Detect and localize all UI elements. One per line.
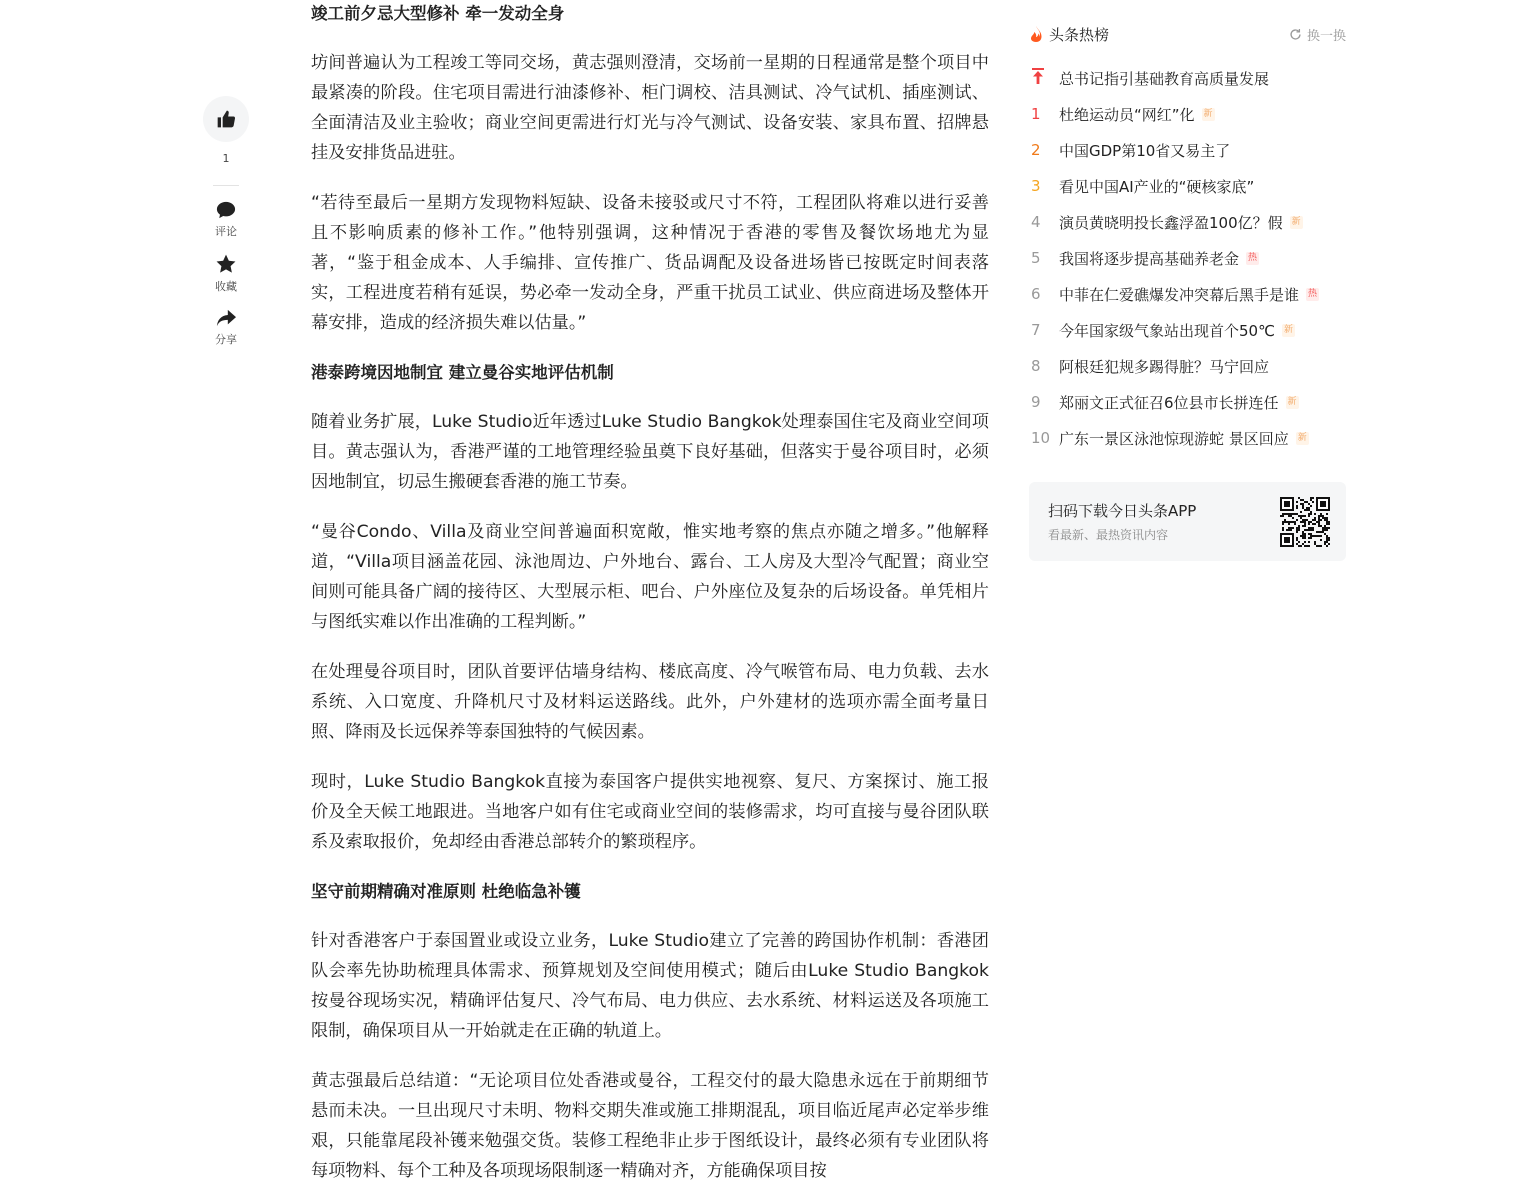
hot-list-item[interactable] <box>1029 384 1346 420</box>
hot-list-item[interactable] <box>1029 276 1346 312</box>
favorite-label: 收藏 <box>215 280 237 293</box>
hot-list-sidebar <box>1029 22 1346 561</box>
hot-list-rank: 5 <box>1031 249 1041 267</box>
hot-list-item[interactable] <box>1029 348 1346 384</box>
article-paragraph: 针对香港客户于泰国置业或设立业务，Luke Studio建立了完善的跨国协作机制：香港团队会率先协助梳理具体需求、预算规划及空间使用模式；随后由Luke Studio Bangkok按曼谷现场实况，精确评估复尺、冷气布局、电力供应、去水系统、材料运送及各项施工限制，确保项目从一开始就走在正确的轨道上。 <box>311 931 989 1041</box>
hot-list-rank: 6 <box>1031 285 1041 303</box>
article-paragraph: 黄志强最后总结道：“无论项目位处香港或曼谷，工程交付的最大隐患永远在于前期细节悬而未决。一旦出现尺寸未明、物料交期失准或施工排期混乱，项目临近尾声必定举步维艰，只能靠尾段补镬来勉强交货。装修工程绝非止步于图纸设计，最终必须有专业团队将每项物料、每个工种及各项现场限制逐一精确对齐，方能确保项目按 <box>311 1071 989 1181</box>
favorite-button[interactable] <box>203 253 249 294</box>
refresh-icon <box>1289 28 1302 41</box>
like-button[interactable] <box>203 96 249 142</box>
article-paragraph: 坊间普遍认为工程竣工等同交场，黄志强则澄清，交场前一星期的日程通常是整个项目中最紧凑的阶段。住宅项目需进行油漆修补、柜门调校、洁具测试、冷气试机、插座测试、全面清洁及业主验收；商业空间更需进行灯光与冷气测试、设备安装、家具布置、招牌悬挂及安排货品进驻。 <box>311 53 989 163</box>
hot-list-item[interactable] <box>1029 60 1346 96</box>
hot-list-rank: 7 <box>1031 321 1041 339</box>
hot-list-item[interactable] <box>1029 312 1346 348</box>
hot-list <box>1029 60 1346 456</box>
flame-icon <box>1029 26 1043 42</box>
hot-list-item-text: 今年国家级气象站出现首个50℃ <box>1059 321 1275 340</box>
hot-list-item-text: 演员黄晓明投长鑫浮盈100亿？假 <box>1059 213 1283 232</box>
refresh-label: 换一换 <box>1306 28 1346 44</box>
article-paragraph: “若待至最后一星期方发现物料短缺、设备未接驳或尺寸不符，工程团队将难以进行妥善且不影响质素的修补工作。”他特别强调，这种情况于香港的零售及餐饮场地尤为显著，“鉴于租金成本、人手编排、宣传推广、货品调配及设备进场皆已按既定时间表落实，工程进度若稍有延误，势必牵一发动全身，严重干扰员工试业、供应商进场及整体开幕安排，造成的经济损失难以估量。” <box>311 193 989 333</box>
app-download-subtitle: 看最新、最热资讯内容 <box>1048 528 1169 542</box>
app-download-card[interactable] <box>1029 482 1346 561</box>
share-icon <box>215 308 237 328</box>
hot-list-item[interactable] <box>1029 240 1346 276</box>
hot-list-rank: 4 <box>1031 213 1041 231</box>
status-badge: 热 <box>1308 288 1318 299</box>
hot-list-item-text: 杜绝运动员“网红”化 <box>1059 105 1195 124</box>
pin-top-icon <box>1029 68 1059 88</box>
hot-list-rank: 10 <box>1031 429 1051 447</box>
comment-label: 评论 <box>215 225 237 238</box>
like-count: 1 <box>222 152 230 165</box>
hot-list-rank: 2 <box>1031 141 1041 159</box>
hot-list-item[interactable] <box>1029 168 1346 204</box>
hot-list-item-text: 我国将逐步提高基础养老金 <box>1059 249 1240 268</box>
comment-button[interactable] <box>203 200 249 239</box>
hot-list-title <box>1029 24 1109 45</box>
hot-list-item[interactable] <box>1029 420 1346 456</box>
status-badge: 新 <box>1283 324 1293 335</box>
app-download-text <box>1048 500 1196 543</box>
thumbs-up-icon <box>216 109 236 129</box>
hot-list-item-text: 中菲在仁爱礁爆发冲突幕后黑手是谁 <box>1059 285 1300 304</box>
article-paragraph: “曼谷Condo、Villa及商业空间普遍面积宽敞，惟实地考察的焦点亦随之增多。”他解释道，“Villa项目涵盖花园、泳池周边、户外地台、露台、工人房及大型冷气配置；商业空间则可能具备广阔的接待区、大型展示柜、吧台、户外座位及复杂的后场设备。单凭相片与图纸实难以作出准确的工程判断。” <box>311 522 989 632</box>
star-icon <box>215 253 237 275</box>
section-heading: 竣工前夕忌大型修补 牵一发动全身 <box>311 4 565 23</box>
hot-list-rank: 9 <box>1031 393 1041 411</box>
article-paragraph: 现时，Luke Studio Bangkok直接为泰国客户提供实地视察、复尺、方案探讨、施工报价及全天候工地跟进。当地客户如有住宅或商业空间的装修需求，均可直接与曼谷团队联系及索取报价，免却经由香港总部转介的繁琐程序。 <box>311 772 989 852</box>
article-body <box>311 0 989 1186</box>
hot-list-item[interactable] <box>1029 132 1346 168</box>
hot-list-item-text: 阿根廷犯规多踢得脏？马宁回应 <box>1059 357 1270 376</box>
hot-list-title-text: 头条热榜 <box>1049 25 1110 44</box>
share-button[interactable] <box>203 308 249 347</box>
status-badge: 热 <box>1248 252 1258 263</box>
hot-list-item[interactable] <box>1029 96 1346 132</box>
hot-list-rank: 8 <box>1031 357 1041 375</box>
action-rail <box>203 96 249 361</box>
app-download-title: 扫码下载今日头条APP <box>1048 502 1197 520</box>
hot-list-item-text: 中国GDP第10省又易主了 <box>1059 141 1231 160</box>
section-heading: 港泰跨境因地制宜 建立曼谷实地评估机制 <box>311 363 614 382</box>
hot-list-item-text: 广东一景区泳池惊现游蛇 景区回应 <box>1059 429 1289 448</box>
hot-list-item-text: 看见中国AI产业的“硬核家底” <box>1059 177 1255 196</box>
status-badge: 新 <box>1297 432 1307 443</box>
hot-list-item-text: 郑丽文正式征召6位县市长拼连任 <box>1059 393 1279 412</box>
status-badge: 新 <box>1287 396 1297 407</box>
hot-list-header <box>1029 22 1346 46</box>
hot-list-rank: 3 <box>1031 177 1041 195</box>
qr-code-icon <box>1280 497 1330 547</box>
article-paragraph: 随着业务扩展，Luke Studio近年透过Luke Studio Bangkok处理泰国住宅及商业空间项目。黄志强认为，香港严谨的工地管理经验虽奠下良好基础，但落实于曼谷项目时，必须因地制宜，切忌生搬硬套香港的施工节奏。 <box>311 412 989 492</box>
comment-icon <box>215 200 237 220</box>
hot-list-rank: 1 <box>1031 105 1041 123</box>
share-label: 分享 <box>215 333 237 346</box>
rail-divider <box>213 185 239 186</box>
status-badge: 新 <box>1203 108 1213 119</box>
hot-list-item[interactable] <box>1029 204 1346 240</box>
section-heading: 坚守前期精确对准原则 杜绝临急补镬 <box>311 882 581 901</box>
refresh-button[interactable] <box>1289 25 1346 44</box>
status-badge: 新 <box>1291 216 1301 227</box>
article-paragraph: 在处理曼谷项目时，团队首要评估墙身结构、楼底高度、冷气喉管布局、电力负载、去水系统、入口宽度、升降机尺寸及材料运送路线。此外，户外建材的选项亦需全面考量日照、降雨及长远保养等泰国独特的气候因素。 <box>311 662 989 742</box>
hot-list-item-text: 总书记指引基础教育高质量发展 <box>1059 69 1270 88</box>
